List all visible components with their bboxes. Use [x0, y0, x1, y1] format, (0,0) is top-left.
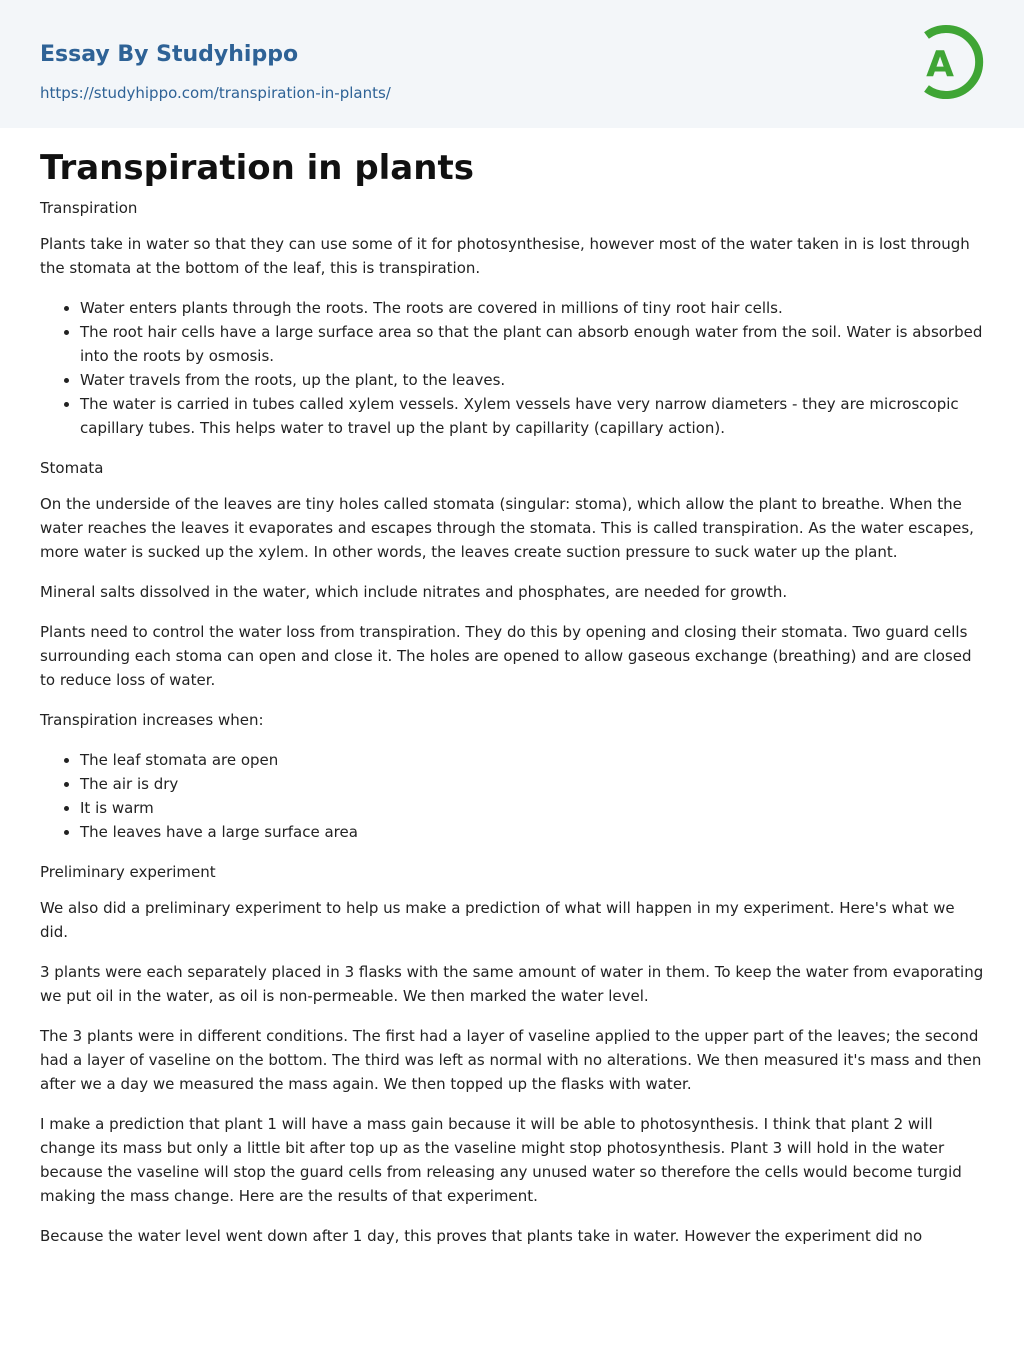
paragraph: 3 plants were each separately placed in 3 flasks with the same amount of water in them. To keep the water from evaporating we put oil in the water, as oil is non-permeable. We then marked the water level.	[40, 963, 984, 1005]
list-item: • Water travels from the roots, up the plant, to the leaves.	[80, 368, 984, 392]
paragraph: Mineral salts dissolved in the water, which include nitrates and phosphates, are needed for growth.	[40, 583, 788, 601]
article-content	[0, 148, 1024, 1248]
list-item: • It is warm	[80, 796, 984, 820]
list-item: • Water enters plants through the roots. The roots are covered in millions of tiny root hair cells.	[80, 296, 984, 320]
list-item: • The leaf stomata are open	[80, 748, 984, 772]
paragraph: On the underside of the leaves are tiny holes called stomata (singular: stoma), which allow the plant to breathe. When the water reaches the leaves it evaporates and escapes through the stomata. This is called transpiration. As the water escapes, more water is sucked up the xylem. In other words, the leaves create suction pressure to suck water up the plant.	[40, 495, 974, 561]
studyhippo-logo-icon[interactable]	[912, 19, 986, 105]
paragraph: I make a prediction that plant 1 will have a mass gain because it will be able to photosynthesis. I think that plant 2 will change its mass but only a little bit after top up as the vaseline might stop photosynthesis. Plant 3 will hold in the water because the vaseline will stop the guard cells from releasing any unused water so therefore the cells would become turgid making the mass change. Here are the results of that experiment.	[40, 1115, 962, 1205]
logo-letter: A	[926, 44, 954, 85]
list-item: • The leaves have a large surface area	[80, 820, 984, 844]
section-heading-preliminary-experiment: Preliminary experiment	[40, 863, 216, 881]
page-title: Transpiration in plants	[40, 148, 474, 188]
list-item: • The root hair cells have a large surface area so that the plant can absorb enough water from the soil. Water is absorbed into the roots by osmosis.	[80, 320, 984, 368]
page-header	[0, 0, 1024, 128]
paragraph: Plants need to control the water loss from transpiration. They do this by opening and closing their stomata. Two guard cells surrounding each stoma can open and close it. The holes are opened to allow gaseous exchange (breathing) and are closed to reduce loss of water.	[40, 623, 972, 689]
paragraph: Transpiration increases when:	[40, 711, 264, 729]
article-url-link[interactable]: https://studyhippo.com/transpiration-in-plants/	[40, 84, 391, 102]
section-heading-transpiration: Transpiration	[40, 199, 138, 217]
paragraph: Because the water level went down after 1 day, this proves that plants take in water. However the experiment did no	[40, 1227, 923, 1245]
section-heading-stomata: Stomata	[40, 459, 104, 477]
list-item: • The water is carried in tubes called xylem vessels. Xylem vessels have very narrow diameters - they are microscopic capillary tubes. This helps water to travel up the plant by capillarity (capillary action).	[80, 392, 984, 440]
paragraph: Plants take in water so that they can use some of it for photosynthesise, however most of the water taken in is lost through the stomata at the bottom of the leaf, this is transpiration.	[40, 235, 970, 277]
paragraph: We also did a preliminary experiment to help us make a prediction of what will happen in my experiment. Here's what we did.	[40, 899, 955, 941]
paragraph: The 3 plants were in different conditions. The first had a layer of vaseline applied to the upper part of the leaves; the second had a layer of vaseline on the bottom. The third was left as normal with no alterations. We then measured it's mass and then after we a day we measured the mass again. We then topped up the flasks with water.	[40, 1027, 982, 1093]
bullet-list-transpiration-factors	[40, 748, 984, 844]
site-brand[interactable]: Essay By Studyhippo	[40, 42, 299, 67]
bullet-list-water-intake	[40, 296, 984, 440]
list-item: • The air is dry	[80, 772, 984, 796]
